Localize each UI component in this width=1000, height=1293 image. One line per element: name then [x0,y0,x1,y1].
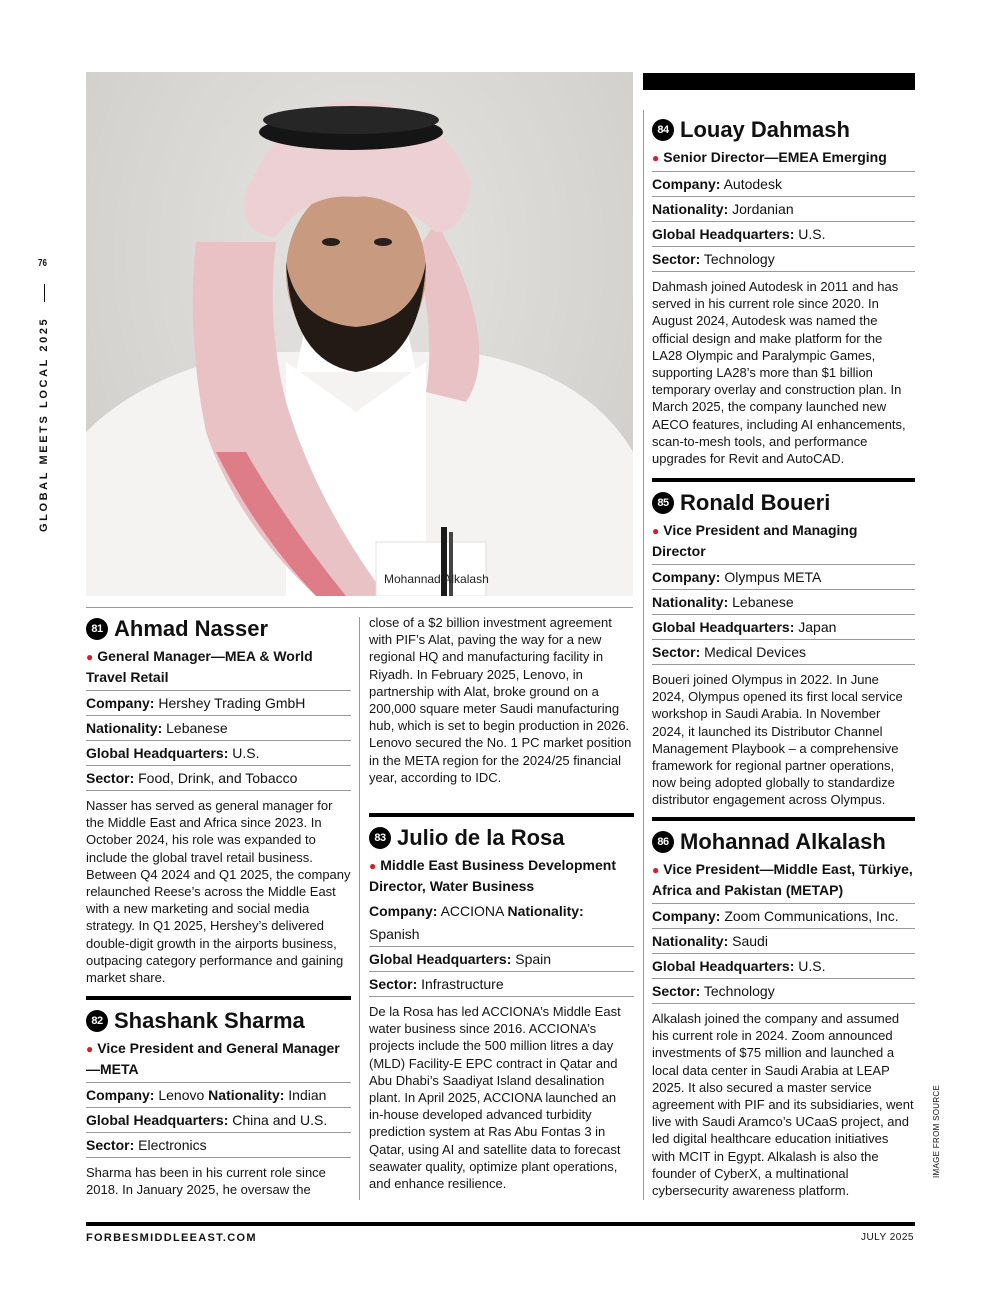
sector-field: Sector: Electronics [86,1133,351,1158]
entry-83 [369,813,634,1192]
company-field: Company: Autodesk [652,172,915,197]
entry-81 [86,616,351,986]
job-title: ● Vice President and General Manager—META [86,1038,351,1083]
nationality-field: Nationality: Lebanese [652,590,915,615]
bullet-icon: ● [652,151,660,165]
entry-82 [86,996,351,1198]
bio-text: De la Rosa has led ACCIONA’s Middle East water business since 2016. ACCIONA’s projects include the 500 million litres a day (MLD) Facility-E EPC contract in Qatar and Abu Dhabi’s Saadiyat Island desalination plant. In April 2025, ACCIONA launched an in-house developed advanced turbidity prediction system at Ras Abu Fontas 3 in Qatar, using AI and satellite data to forecast seawater quality, optimize plant operations, and enhance resilience. [369,1004,621,1192]
sector-field: Sector: Technology [652,979,915,1004]
job-title: ● Middle East Business Development Director, Water Business [369,857,616,894]
person-name: Ronald Boueri [680,490,831,515]
person-name: Ahmad Nasser [114,616,269,641]
company-field: Company: Hershey Trading GmbH [86,691,351,716]
sector-field: Sector: Medical Devices [652,640,915,665]
bio-text: Boueri joined Olympus in 2022. In June 2024, Olympus opened its first local service workshop in Saudi Arabia. In November 2024, it launched its Distributor Channel Management Playbook – a comprehensive framework for regional partner operations, now being adopted globally to standardize distributor engagement across Olympus. [652,672,903,808]
footer-site-link[interactable]: FORBESMIDDLEEAST.COM [86,1232,257,1244]
entry-82-continued [369,608,634,786]
bio-text: Dahmash joined Autodesk in 2011 and has served in his current role since 2020. In August 2024, Autodesk was named the official design and make platform for the LA28 Olympic and Paralympic Games, supporting LA28’s more than $1 billion temporary overlay and construction plan. In March 2025, the company launched new AECO features, including AI enhancements, scan-to-mesh tools, and performance upgrades for Revit and AutoCAD. [652,279,906,467]
rank-badge: 84 [652,119,674,141]
company-field: Company: Zoom Communications, Inc. [652,904,915,929]
hq-field: Global Headquarters: U.S. [652,954,915,979]
section-label: GLOBAL MEETS LOCAL 2025 [38,316,50,532]
person-name: Mohannad Alkalash [680,829,886,854]
decorative-bar [643,73,915,90]
bullet-icon: ● [86,650,94,664]
footer-date: JULY 2025 [860,1232,914,1243]
bio-text: Alkalash joined the company and assumed his current role in 2024. Zoom announced investments of $75 million and launched a local data center in Saudi Arabia at LEAP 2025. It also secured a master service agreement with PIF and its subsidiaries, went live with Saudi Aramco’s UCaaS project, and led digital healthcare education initiatives with MCIT in Egypt. Alkalash is also the founder of CyberX, a multinational cybersecurity awareness platform. [652,1011,914,1199]
hq-field: Global Headquarters: Japan [652,615,915,640]
company-nationality-field: Company: ACCIONA Nationality: Spanish [369,899,634,947]
sector-field: Sector: Technology [652,247,915,272]
company-nationality-field: Company: Lenovo Nationality: Indian [86,1083,351,1108]
section-rule [369,813,634,817]
sector-field: Sector: Food, Drink, and Tobacco [86,766,351,791]
bio-text: Sharma has been in his current role since 2018. In January 2025, he oversaw the [86,1165,326,1198]
nationality-field: Nationality: Saudi [652,929,915,954]
rank-badge: 86 [652,831,674,853]
job-title: ● Vice President and Managing Director [652,520,915,565]
column-divider-middle [359,617,360,1200]
entry-84 [652,117,915,467]
photo-caption: Mohannad Alkalash [384,572,489,586]
rank-badge: 82 [86,1010,108,1032]
hq-field: Global Headquarters: U.S. [652,222,915,247]
job-title: ● Vice President—Middle East, Türkiye, Africa and Pakistan (METAP) [652,859,915,904]
job-title: ● Senior Director—EMEA Emerging [652,147,915,172]
side-divider [44,284,45,302]
bio-text: Nasser has served as general manager for the Middle East and Africa since 2023. In October 2024, his role was expanded to include the global travel retail business. Between Q4 2024 and Q1 2025, the company relaunched Reese’s across the Middle East with a new marketing and social media strategy. In Q1 2025, Hershey’s delivered double-digit growth in the airports business, outpacing category performance and gaining market share. [86,798,351,986]
hq-field: Global Headquarters: U.S. [86,741,351,766]
bio-text-continued: close of a $2 billion investment agreement with PIF’s Alat, paving the way for a new regional HQ and manufacturing facility in Riyadh. In February 2025, Lenovo, in partnership with Alat, broke ground on a 200,000 square meter Saudi manufacturing hub, which is set to begin production in 2026. Lenovo secured the No. 1 PC market position in the META region for the 2024/25 financial year, according to IDC. [369,615,632,785]
rank-badge: 85 [652,492,674,514]
company-field: Company: Olympus META [652,565,915,590]
person-name: Julio de la Rosa [397,825,565,850]
entry-85 [652,478,915,809]
rank-badge: 83 [369,827,391,849]
portrait-photo [86,72,633,596]
rank-badge: 81 [86,618,108,640]
bullet-icon: ● [652,524,660,538]
nationality-field: Nationality: Lebanese [86,716,351,741]
entry-86 [652,817,915,1199]
page-number: 76 [38,258,47,269]
hq-field: Global Headquarters: China and U.S. [86,1108,351,1133]
image-credit: IMAGE FROM SOURCE [932,1084,941,1178]
footer-rule [86,1222,915,1226]
nationality-field: Nationality: Jordanian [652,197,915,222]
column-divider-right [643,110,644,1200]
section-rule [652,478,915,482]
person-name: Shashank Sharma [114,1008,305,1033]
hq-field: Global Headquarters: Spain [369,947,634,972]
bullet-icon: ● [652,863,660,877]
portrait-illustration [86,72,633,596]
bullet-icon: ● [369,859,377,873]
section-rule [652,817,915,821]
person-name: Louay Dahmash [680,117,850,142]
job-title: ● General Manager—MEA & World Travel Retail [86,646,351,691]
bullet-icon: ● [86,1042,94,1056]
sector-field: Sector: Infrastructure [369,972,634,997]
section-rule [86,996,351,1000]
